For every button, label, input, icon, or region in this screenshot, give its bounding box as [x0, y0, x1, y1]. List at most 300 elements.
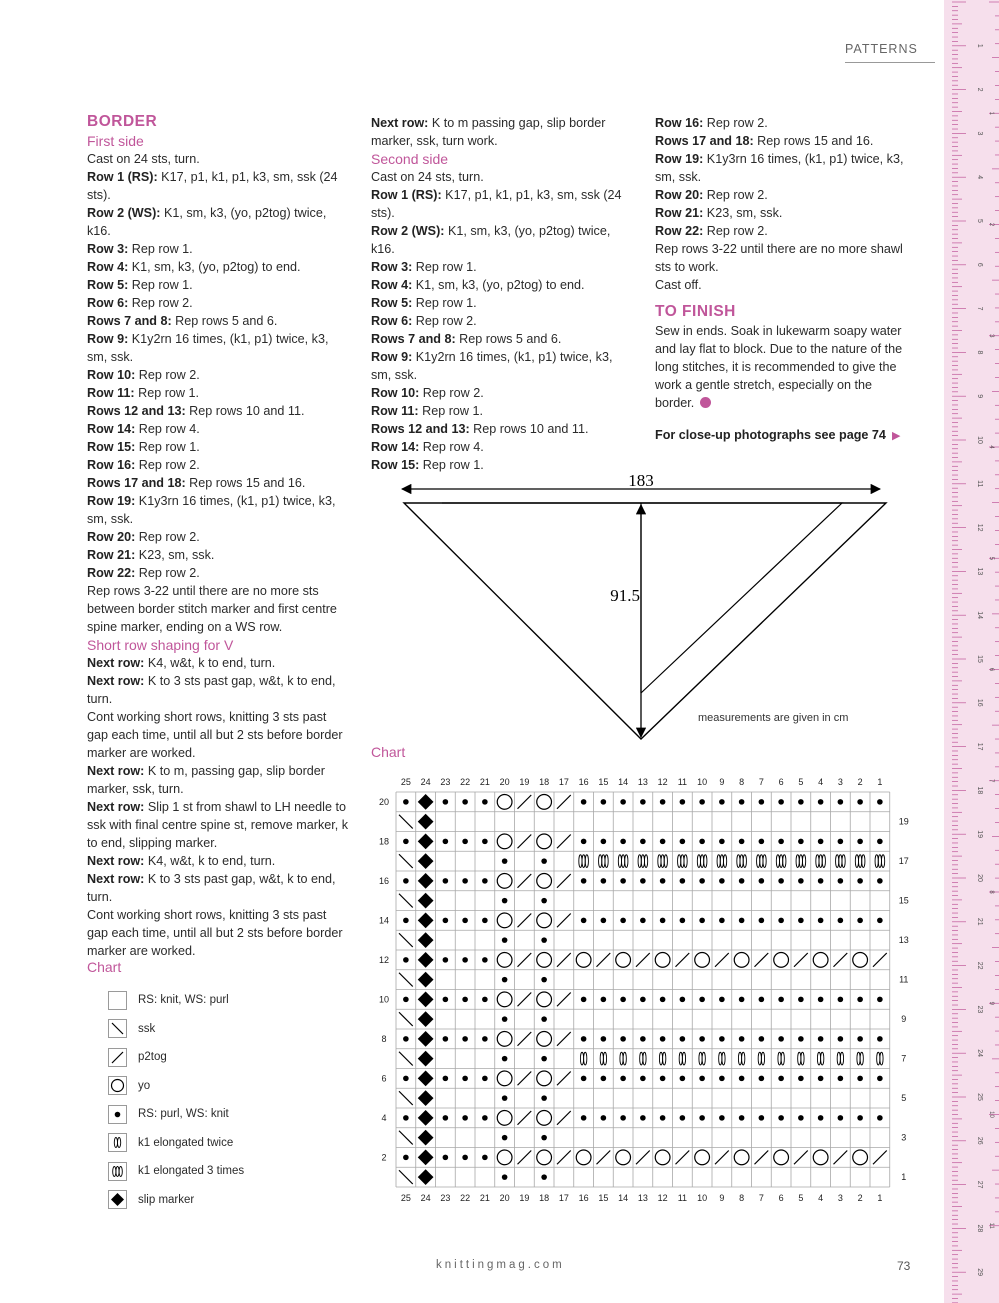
instruction-line	[87, 564, 349, 582]
ruler-cm-label: 6	[976, 262, 983, 267]
row-number: 9	[901, 1014, 907, 1025]
row-text: K17, p1, k1, p1, k3, sm, ssk (24 sts).	[87, 170, 338, 202]
slip-marker-icon	[418, 1071, 434, 1087]
left-column	[87, 112, 349, 960]
right-column	[655, 114, 910, 445]
p2tog-icon	[597, 953, 611, 967]
row-label: Row 15:	[371, 458, 420, 472]
instruction-line	[87, 312, 349, 330]
column-number: 6	[778, 1193, 784, 1203]
ruler-cm-label: 4	[976, 175, 983, 180]
purl-dot-icon	[640, 918, 646, 924]
column-number: 22	[460, 1193, 471, 1203]
instruction-line	[371, 294, 633, 312]
instruction-line	[87, 672, 349, 708]
see-page-link[interactable]	[655, 426, 910, 445]
yo-icon	[853, 953, 868, 968]
row-number: 17	[898, 856, 909, 867]
key-symbol	[108, 1133, 127, 1152]
instruction-line	[371, 276, 633, 294]
elongated-thrice-icon	[618, 855, 628, 868]
ssk-icon	[399, 933, 413, 947]
yo-icon	[537, 1111, 552, 1126]
purl-dot-icon	[581, 1036, 587, 1042]
key-symbol	[108, 1019, 127, 1038]
purl-dot-icon	[877, 918, 883, 924]
row-label: Row 9:	[371, 350, 413, 364]
row-label: Row 11:	[87, 386, 135, 400]
ruler-cm-label: 25	[976, 1093, 983, 1101]
purl-dot-icon	[462, 878, 468, 884]
ruler-cm-label: 13	[976, 567, 983, 576]
slip-marker-icon	[418, 1051, 434, 1067]
key-label: yo	[138, 1079, 151, 1092]
slip-marker-icon	[418, 1011, 434, 1027]
end-mark-icon	[700, 397, 711, 408]
purl-dot-icon	[660, 997, 666, 1003]
row-text: Cont working short rows, knitting 3 sts past gap each time, until all but 2 sts before border marker are worked.	[87, 908, 343, 958]
column-number: 4	[818, 1193, 824, 1203]
row-label: Row 16:	[87, 458, 136, 472]
ruler-inch-label: 6	[988, 667, 994, 672]
purl-dot-icon	[778, 878, 784, 884]
key-label: RS: purl, WS: knit	[138, 1108, 229, 1121]
purl-dot-icon	[778, 839, 784, 845]
purl-dot-icon	[818, 839, 824, 845]
purl-dot-icon	[818, 1115, 824, 1121]
column-number: 25	[400, 1193, 411, 1203]
instruction-line	[87, 366, 349, 384]
column-number: 20	[499, 1193, 510, 1203]
purl-dot-icon	[482, 1115, 488, 1121]
row-label: Rows 12 and 13:	[87, 404, 186, 418]
section-header: PATTERNS	[845, 42, 918, 56]
row-number: 16	[378, 875, 390, 886]
purl-dot-icon	[818, 799, 824, 805]
row-text: Rep rows 15 and 16.	[185, 476, 306, 490]
row-label: Row 1 (RS):	[87, 170, 158, 184]
column-number: 12	[657, 1193, 668, 1203]
p2tog-icon	[873, 953, 887, 967]
yo-icon	[813, 953, 828, 968]
purl-dot-icon	[838, 1036, 844, 1042]
purl-dot-icon	[581, 997, 587, 1003]
purl-dot-icon	[541, 937, 547, 943]
purl-dot-icon	[620, 839, 626, 845]
elongated-thrice-icon	[836, 855, 846, 868]
middle-column	[371, 114, 633, 474]
elongated-thrice-icon	[579, 855, 589, 868]
row-label: Row 4:	[87, 260, 129, 274]
instruction-line	[655, 114, 910, 132]
row-text: Rep row 4.	[419, 440, 484, 454]
key-label: ssk	[138, 1022, 156, 1035]
ruler-cm-label: 11	[976, 480, 983, 488]
row-number: 4	[381, 1112, 387, 1123]
instruction-line	[371, 222, 633, 258]
row-label: Row 6:	[87, 296, 129, 310]
instruction-line	[371, 168, 633, 186]
yo-icon	[537, 1150, 552, 1165]
yo-icon	[497, 953, 512, 968]
border-inner-outline	[442, 503, 842, 693]
purl-dot-icon	[482, 878, 488, 884]
ruler-cm-label: 24	[976, 1049, 983, 1058]
row-text: Rep rows 5 and 6.	[171, 314, 278, 328]
ruler-inch-label: 11	[988, 1222, 994, 1229]
purl-dot-icon	[857, 1115, 863, 1121]
purl-dot-icon	[778, 997, 784, 1003]
purl-dot-icon	[601, 878, 607, 884]
ruler-cm-label: 3	[976, 131, 983, 136]
instruction-line	[87, 240, 349, 258]
p2tog-icon	[873, 1151, 887, 1165]
short-row-heading: Short row shaping for V	[87, 637, 234, 653]
elongated-twice-icon	[857, 1052, 863, 1065]
purl-dot-icon	[601, 1115, 607, 1121]
key-item	[108, 1015, 244, 1044]
purl-dot-icon	[640, 839, 646, 845]
row-label: Row 19:	[87, 494, 136, 508]
instruction-line	[371, 438, 633, 456]
row-text: Rep row 2.	[128, 296, 193, 310]
purl-dot-icon	[739, 1036, 745, 1042]
row-label: Row 20:	[655, 188, 704, 202]
ruler-cm-label: 26	[976, 1136, 983, 1145]
purl-dot-icon	[403, 1036, 409, 1042]
purl-dot-icon	[739, 918, 745, 924]
row-text: K4, w&t, k to end, turn.	[144, 656, 276, 670]
yo-icon	[655, 953, 670, 968]
purl-dot-icon	[541, 898, 547, 904]
yo-icon	[537, 1071, 552, 1086]
elongated-thrice-icon	[638, 855, 648, 868]
purl-dot-icon	[877, 839, 883, 845]
row-text: K1, sm, k3, (yo, p2tog) twice, k16.	[371, 224, 611, 256]
slip-marker-icon	[111, 1193, 124, 1206]
purl-dot-icon	[778, 1076, 784, 1082]
row-text: K to 3 sts past gap, w&t, k to end, turn.	[87, 872, 336, 904]
purl-dot-icon	[838, 997, 844, 1003]
elongated-twice-icon	[719, 1052, 725, 1065]
purl-dot-icon	[502, 898, 508, 904]
column-number: 14	[618, 777, 629, 787]
next-row-instruction	[371, 114, 633, 150]
elongated-thrice-icon	[796, 855, 806, 868]
yo-icon	[537, 1032, 552, 1047]
instruction-line	[87, 456, 349, 474]
elongated-twice-icon	[679, 1052, 685, 1065]
key-label: k1 elongated twice	[138, 1136, 234, 1149]
purl-dot-icon	[857, 1036, 863, 1042]
row-label: Next row:	[87, 800, 145, 814]
purl-dot-icon	[601, 839, 607, 845]
purl-dot-icon	[581, 1076, 587, 1082]
slip-marker-icon	[418, 932, 434, 948]
instruction-line	[87, 420, 349, 438]
finish-text: Sew in ends. Soak in lukewarm soapy water and lay flat to block. Due to the nature of the long stitches, it is recommended to give the work a gentle stretch, especially on the border.	[655, 324, 903, 410]
row-number: 12	[378, 954, 390, 965]
p2tog-icon	[518, 1072, 532, 1086]
instruction-line	[87, 438, 349, 456]
ruler-cm-label: 5	[976, 219, 983, 223]
purl-dot-icon	[818, 878, 824, 884]
yo-icon	[537, 913, 552, 928]
slip-marker-icon	[418, 893, 434, 909]
key-label: slip marker	[138, 1193, 195, 1206]
stitch-chart	[368, 772, 909, 1212]
purl-dot-icon	[739, 839, 745, 845]
purl-dot-icon	[838, 878, 844, 884]
slip-marker-icon	[418, 834, 434, 850]
purl-dot-icon	[660, 839, 666, 845]
column-number: 12	[657, 777, 668, 787]
ruler-inch-label: 7	[988, 779, 994, 783]
elongated-thrice-icon	[776, 855, 786, 868]
slip-marker-icon	[418, 1130, 434, 1146]
elongated-twice-icon	[738, 1052, 744, 1065]
first-side-instructions	[87, 150, 349, 636]
yo-icon	[537, 834, 552, 849]
p2tog-icon	[557, 953, 571, 967]
purl-dot-icon	[601, 1076, 607, 1082]
purl-dot-icon	[640, 799, 646, 805]
row-label: Row 14:	[87, 422, 136, 436]
p2tog-icon	[557, 914, 571, 928]
purl-dot-icon	[660, 799, 666, 805]
key-symbol	[108, 1048, 127, 1067]
ruler-inch-label: 1	[988, 111, 994, 115]
ruler-inch-label: 8	[988, 890, 994, 894]
p2tog-icon	[715, 1151, 729, 1165]
ruler-cm-label: 27	[976, 1180, 983, 1189]
purl-dot-icon	[877, 799, 883, 805]
p2tog-icon	[676, 953, 690, 967]
purl-dot-icon	[482, 839, 488, 845]
purl-dot-icon	[462, 918, 468, 924]
column-number: 7	[758, 777, 764, 787]
purl-dot-icon	[680, 799, 686, 805]
instruction-line	[371, 420, 633, 438]
key-symbol	[108, 1162, 127, 1181]
purl-dot-icon	[759, 878, 765, 884]
measuring-ruler	[944, 0, 999, 1303]
column-number: 8	[739, 1193, 745, 1203]
row-text: Rep rows 3-22 until there are no more sts between border stitch marker and first centre spine marker, ending on a WS row.	[87, 584, 337, 634]
purl-dot-icon	[719, 878, 725, 884]
yo-icon	[695, 1150, 710, 1165]
row-label: Row 16:	[655, 116, 704, 130]
column-number: 17	[558, 777, 569, 787]
purl-dot-icon	[798, 1036, 804, 1042]
ruler-cm-label: 16	[976, 698, 983, 707]
ruler-cm-label: 15	[976, 655, 983, 663]
row-text: Rep row 1.	[412, 296, 477, 310]
row-text: Rep row 1.	[128, 278, 193, 292]
row-number: 13	[898, 935, 909, 946]
ruler-cm-label: 18	[976, 786, 983, 795]
instruction-line	[371, 330, 633, 348]
second-side-instructions	[371, 168, 633, 474]
p2tog-icon	[557, 1032, 571, 1046]
instruction-line	[371, 348, 633, 384]
purl-dot-icon	[877, 997, 883, 1003]
p2tog-icon	[112, 1052, 123, 1063]
purl-dot-icon	[838, 839, 844, 845]
key-label: k1 elongated 3 times	[138, 1165, 245, 1178]
instruction-line	[87, 708, 349, 762]
purl-dot-icon	[699, 799, 705, 805]
row-number: 20	[378, 796, 390, 807]
purl-dot-icon	[640, 1115, 646, 1121]
row-text: Slip 1 st from shawl to LH needle to ssk with final centre spine st, remove marker, k to end, slipping marker.	[87, 800, 349, 850]
purl-dot-icon	[502, 977, 508, 983]
purl-dot-icon	[443, 1036, 449, 1042]
purl-dot-icon	[719, 997, 725, 1003]
instruction-line	[87, 762, 349, 798]
row-number: 5	[901, 1093, 907, 1104]
column-number: 7	[758, 1193, 764, 1203]
yo-icon	[497, 834, 512, 849]
slip-marker-icon	[418, 814, 434, 830]
row-text: Rep row 2.	[412, 314, 477, 328]
row-text: K to 3 sts past gap, w&t, k to end, turn.	[87, 674, 336, 706]
row-text: Rep row 2.	[419, 386, 484, 400]
second-side-heading: Second side	[371, 151, 449, 167]
instruction-line	[655, 204, 910, 222]
slip-marker-icon	[418, 873, 434, 889]
purl-dot-icon	[838, 1076, 844, 1082]
instruction-line	[655, 240, 910, 276]
purl-dot-icon	[778, 799, 784, 805]
column-number: 3	[837, 777, 843, 787]
row-text: K17, p1, k1, p1, k3, sm, ssk (24 sts).	[371, 188, 622, 220]
column-number: 16	[578, 777, 589, 787]
purl-dot-icon	[443, 1155, 449, 1161]
purl-dot-icon	[699, 918, 705, 924]
row-label: Row 14:	[371, 440, 420, 454]
key-item	[108, 1157, 244, 1186]
instruction-line	[371, 114, 633, 150]
purl-dot-icon	[798, 1115, 804, 1121]
purl-dot-icon	[759, 1036, 765, 1042]
instruction-line	[371, 186, 633, 222]
purl-dot-icon	[660, 878, 666, 884]
yo-icon	[734, 1150, 749, 1165]
elongated-thrice-icon	[816, 855, 826, 868]
yo-icon	[695, 953, 710, 968]
column-number: 20	[499, 777, 510, 787]
column-number: 1	[877, 777, 883, 787]
row-label: Row 15:	[87, 440, 136, 454]
p2tog-icon	[557, 993, 571, 1007]
ruler-inch-label: 5	[988, 556, 994, 560]
row-label: Row 3:	[371, 260, 413, 274]
finish-paragraph	[655, 322, 910, 412]
chart-title: Chart	[371, 744, 406, 760]
row-text: Rep rows 15 and 16.	[753, 134, 874, 148]
row-text: Rep row 4.	[135, 422, 200, 436]
column-number: 11	[677, 777, 688, 787]
purl-dot-icon	[680, 918, 686, 924]
row-text: Rep row 2.	[135, 566, 200, 580]
yo-icon	[734, 953, 749, 968]
purl-dot-icon	[482, 1076, 488, 1082]
purl-dot-icon	[699, 1076, 705, 1082]
elongated-thrice-icon	[113, 1166, 123, 1176]
instruction-line	[655, 222, 910, 240]
row-label: Row 9:	[87, 332, 129, 346]
purl-dot-icon	[640, 997, 646, 1003]
column-number: 9	[719, 777, 725, 787]
column-number: 19	[519, 777, 530, 787]
row-label: Next row:	[87, 656, 145, 670]
yo-icon	[774, 1150, 789, 1165]
yo-icon	[497, 913, 512, 928]
purl-dot-icon	[877, 1036, 883, 1042]
yo-icon	[853, 1150, 868, 1165]
key-item	[108, 986, 244, 1015]
instruction-line	[87, 852, 349, 870]
purl-dot-icon	[443, 839, 449, 845]
row-label: Row 20:	[87, 530, 136, 544]
row-text: K1, sm, k3, (yo, p2tog) to end.	[412, 278, 585, 292]
p2tog-icon	[518, 953, 532, 967]
p2tog-icon	[636, 1151, 650, 1165]
purl-dot-icon	[482, 918, 488, 924]
purl-dot-icon	[541, 858, 547, 864]
row-text: K1y3rn 16 times, (k1, p1) twice, k3, sm, ssk.	[655, 152, 904, 184]
purl-dot-icon	[877, 1076, 883, 1082]
ssk-icon	[399, 973, 413, 987]
column-number: 8	[739, 777, 745, 787]
row-number: 2	[381, 1152, 387, 1163]
instruction-line	[87, 402, 349, 420]
column-number: 21	[479, 1193, 490, 1203]
purl-dot-icon	[719, 1115, 725, 1121]
purl-dot-icon	[798, 878, 804, 884]
purl-dot-icon	[502, 1016, 508, 1022]
yo-icon	[497, 795, 512, 810]
purl-dot-icon	[403, 799, 409, 805]
elongated-thrice-icon	[599, 855, 609, 868]
row-text: Cont working short rows, knitting 3 sts past gap each time, until all but 2 sts before border marker are worked.	[87, 710, 343, 760]
row-label: Row 21:	[87, 548, 136, 562]
purl-dot-icon	[818, 1036, 824, 1042]
purl-dot-icon	[541, 1056, 547, 1062]
continued-instructions	[655, 114, 910, 294]
instruction-line	[87, 330, 349, 366]
p2tog-icon	[834, 953, 848, 967]
purl-dot-icon	[502, 1056, 508, 1062]
p2tog-icon	[557, 1072, 571, 1086]
p2tog-icon	[518, 914, 532, 928]
purl-dot-icon	[482, 997, 488, 1003]
purl-dot-icon	[857, 839, 863, 845]
elongated-thrice-icon	[717, 855, 727, 868]
purl-dot-icon	[719, 839, 725, 845]
column-number: 10	[697, 777, 708, 787]
purl-dot-icon	[857, 1076, 863, 1082]
depth-label: 91.5	[610, 586, 640, 605]
purl-dot-icon	[680, 997, 686, 1003]
instruction-line	[87, 474, 349, 492]
purl-dot-icon	[601, 1036, 607, 1042]
ruler-inch-label: 10	[988, 1111, 994, 1118]
instruction-line	[87, 384, 349, 402]
purl-dot-icon	[640, 878, 646, 884]
p2tog-icon	[794, 1151, 808, 1165]
